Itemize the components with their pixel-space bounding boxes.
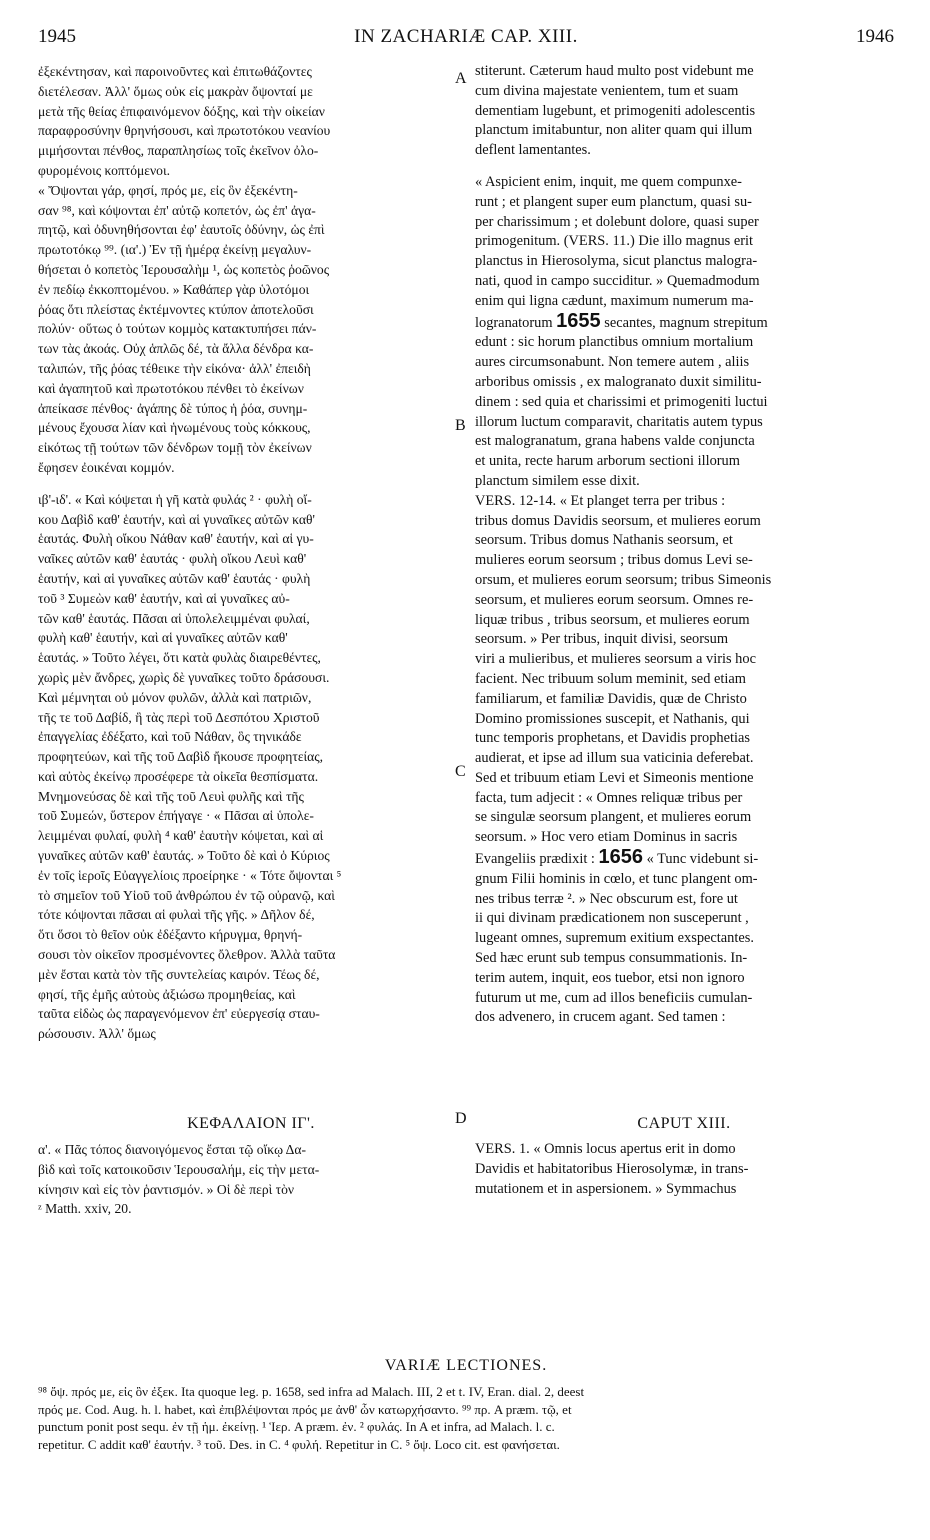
text-line: Evangeliis prædixit : 1656 « Tunc videbunt si-	[475, 848, 759, 869]
text-line: τὸ σημεῖον τοῦ Υἱοῦ τοῦ ἀνθρώπου ἐν τῷ οὐρανῷ, καὶ	[38, 887, 335, 903]
text-line: φησί, τῆς ἐμῆς αὐτοὺς ἀξιώσω προμηθείας, καὶ	[38, 986, 296, 1002]
text-line: nati, quod in campo succiditur. » Quemadmodum	[475, 272, 760, 289]
text-line: ῥόας ὅτι πλείστας ἐκτέμνοντες κτύπον ἀποτελοῦσι	[38, 301, 314, 317]
text-line: πητῷ, καὶ ὀδυνηθήσονται ἐφ' ἑαυτοῖς ὀδύνην, ὡς ἐπὶ	[38, 222, 325, 238]
text-line: dementiam lugebunt, et primogeniti adolescentis	[475, 102, 756, 119]
text-line: punctum ponit post sequ. ἐν τῇ ἡμ. ἐκείνῃ. ¹ Ἱερ. A præm. ἐν. ² φυλάς. In A et infra, ad Malach. l. c.	[38, 1419, 555, 1434]
text-line: βὶδ καὶ τοῖς κατοικοῦσιν Ἱερουσαλήμ, εἰς τὴν μετα-	[38, 1161, 320, 1177]
text-line: ὅτι ὅσοι τὸ θεῖον οὐκ ἐδέξαντο κήρυγμα, θρηνή-	[38, 927, 303, 943]
text-line: μὲν ἔσται κατὰ τὸν τῆς συντελείας καιρόν. Τέως δέ,	[38, 966, 320, 982]
text-line: est malogranatum, grana habens valde conjuncta	[475, 433, 755, 450]
text-line: facta, tum adjecit : « Omnes reliquæ tribus per	[475, 789, 743, 806]
text-line: repetitur. C addit καθ' ἑαυτήν. ³ τοῦ. Des. in C. ⁴ φυλή. Repetitur in C. ⁵ ὄψ. Loco cit. est φανήσεται.	[38, 1436, 560, 1452]
text-line: των τὰς ἀκοάς. Οὐχ ἁπλῶς δέ, τὰ ἄλλα δένδρα κα-	[38, 341, 314, 357]
text-line: καὶ ἀγαπητοῦ καὶ πρωτοτόκου πένθει τὸ ἐκείνων	[38, 380, 304, 396]
text-line: logranatorum 1655 secantes, magnum strepitum	[475, 311, 768, 332]
text-line: et unita, recte harum arborum sectioni illorum	[475, 453, 740, 470]
text-line: primogenitum. (VERS. 11.) Die illo magnus erit	[475, 233, 754, 250]
text-line: σαν ⁹⁸, καὶ κόψονται ἐπ' αὐτῷ κοπετόν, ὡς ἐπ' ἀγα-	[38, 202, 316, 218]
text-line: futurum ut me, cum ad illos beneficiis cumulan-	[475, 989, 753, 1006]
text-line: tunc temporis prophetans, et Davidis prophetias	[475, 730, 750, 747]
page-number-left: 1945	[38, 26, 76, 47]
text-line: dos advenero, in crucem agant. Sed tamen :	[475, 1009, 726, 1026]
text-line: ταλιπών, τῆς ῥόας τέθεικε τὴν εἰκόνα· ἀλλ' ἐπειδὴ	[38, 360, 311, 376]
text-line: Davidis et habitatoribus Hierosolymæ, in trans-	[475, 1160, 749, 1177]
text-line: φυλὴ καθ' ἑαυτήν, καὶ αἱ γυναῖκες αὐτῶν καθ'	[38, 630, 288, 646]
text-line: ἐξεκέντησαν, καὶ παροινοῦντες καὶ ἐπιτωθάζοντες	[38, 64, 312, 79]
text-line: seorsum. Tribus domus Nathanis seorsum, et	[475, 532, 733, 549]
text-line: planctum imitabuntur, non aliter quam qui illum	[475, 122, 753, 139]
text-line: παραφροσύνην θρηνήσουσι, καὶ πρωτοτόκου νεανίου	[38, 123, 331, 139]
text-line: planctus in Hierosolyma, sicut planctus malogra-	[475, 253, 758, 270]
text-line: tribus domus Davidis seorsum, et mulieres eorum	[475, 512, 761, 529]
text-line: τῆς τε τοῦ Δαβίδ, ἣ τὰς περὶ τοῦ Δεσπότου Χριστοῦ	[38, 709, 320, 725]
text-line: lugeant omnes, supremum exitium exspectantes.	[475, 930, 754, 947]
text-line: μιμήσονται πένθος, παραπλησίως τοῖς ἐκεῖνον ὀλο-	[38, 143, 319, 159]
text-line: Μνημονεύσας δὲ καὶ τῆς τοῦ Λευὶ φυλῆς καὶ τῆς	[38, 788, 304, 804]
chapter-heading-greek: ΚΕΦΑΛΑΙΟΝ ΙΓ'.	[187, 1115, 315, 1132]
text-line: seorsum, et mulieres eorum seorsum. Omnes re-	[475, 591, 754, 608]
paragraph-gap	[38, 478, 464, 490]
text-line: VERS. 1. « Omnis locus apertus erit in domo	[475, 1141, 736, 1157]
variae-lectiones-heading: VARIÆ LECTIONES.	[384, 1357, 548, 1374]
text-line: σουσι τὸν οἰκεῖον προσμένοντες ὄλεθρον. Ἀλλὰ ταῦτα	[38, 947, 336, 963]
column-number: 1656	[598, 848, 644, 869]
text-line: τοῦ ³ Συμεὼν καθ' ἑαυτήν, καὶ αἱ γυναῖκες αὐ-	[38, 590, 290, 606]
variae-lectiones-notes	[38, 1383, 894, 1453]
text-line: ταῦτα εἰδὼς ὡς παραγενόμενον ἐπ' εὐεργεσίᾳ σταυ-	[38, 1006, 320, 1022]
text-line: per charissimum ; et dolebunt dolore, quasi super	[475, 213, 759, 230]
margin-marker-c: C	[455, 763, 466, 780]
text-line: mutationem et in aspersionem. » Symmachus	[475, 1180, 737, 1197]
margin-marker-d: D	[455, 1110, 467, 1127]
text-line: ᶻ Matth. xxiv, 20.	[38, 1201, 132, 1217]
text-line: γυναῖκες αὐτῶν καθ' ἑαυτάς. » Τοῦτο δὲ καὶ ὁ Κύριος	[38, 848, 330, 864]
text-line: enim qui ligna cædunt, maximum numerum ma-	[475, 292, 754, 309]
text-line: ἑαυτήν, καὶ αἱ γυναῖκες αὐτῶν καθ' ἑαυτάς · φυλὴ	[38, 570, 311, 586]
text-line: facient. Nec tribuum solum meminit, sed etiam	[475, 670, 746, 687]
text-line: πρωτοτόκῳ ⁹⁹. (ια'.) Ἐν τῇ ἡμέρᾳ ἐκείνῃ μεγαλυν-	[38, 242, 312, 258]
paragraph-gap	[475, 161, 893, 173]
text-line: ⁹⁸ ὄψ. πρός με, εἰς ὃν ἐξεκ. Ita quoque leg. p. 1658, sed infra ad Malach. III, 2 et t. IV, Eran. dial. 2, deest	[38, 1384, 585, 1399]
margin-marker-a: A	[455, 70, 467, 87]
text-line: deflent lamentantes.	[475, 142, 591, 159]
text-line: Καὶ μέμνηται οὐ μόνον φυλῶν, ἀλλὰ καὶ πατριῶν,	[38, 689, 312, 705]
text-line: ii qui divinam prædicationem non susceperunt ,	[475, 910, 749, 927]
text-line: φυρομένοις κοπτόμενοι.	[38, 162, 171, 178]
text-line: stiterunt. Cæterum haud multo post videbunt me	[475, 63, 754, 79]
text-line: Sed et tribuum etiam Levi et Simeonis mentione	[475, 769, 754, 786]
text-line: ρώσουσιν. Ἀλλ' ὅμως	[38, 1026, 156, 1042]
text-line: τοῦ Συμεών, ὕστερον ἐπήγαγε · « Πᾶσαι αἱ ὑπολε-	[38, 808, 314, 824]
text-line: familiarum, et familiæ Davidis, quæ de Christo	[475, 690, 747, 707]
greek-column	[38, 62, 464, 1092]
text-line: illorum luctum comparavit, charitatis autem typus	[475, 413, 763, 430]
text-line: προφητεύων, καὶ τῆς τοῦ Δαβὶδ ἤκουσε προφητείας,	[38, 749, 324, 765]
column-number: 1655	[556, 311, 601, 332]
text-line: τότε κόψονται πᾶσαι αἱ φυλαὶ τῆς γῆς. » Δῆλον δέ,	[38, 907, 315, 923]
text-line: « Aspicient enim, inquit, me quem compunxe-	[475, 173, 742, 190]
chapter-heading-latin: CAPUT XIII.	[637, 1115, 731, 1132]
text-line: viri a mulieribus, et mulieres seorsum a viris hoc	[475, 651, 756, 668]
page-header	[38, 22, 894, 52]
text-line: audierat, et ipse ad illum sua vaticinia deferebat.	[475, 750, 754, 767]
text-line: VERS. 12-14. « Et planget terra per tribus :	[475, 492, 726, 509]
text-line: κίνησιν καὶ εἰς τὸν ῥαντισμόν. » Οἱ δὲ περὶ τὸν	[38, 1181, 295, 1197]
text-line: runt ; et plangent super eum planctum, quasi su-	[475, 193, 752, 210]
text-line: διετέλεσαν. Ἀλλ' ὅμως οὐκ εἰς μακρὰν ὄψονταί με	[38, 83, 313, 99]
text-line: κου Δαβὶδ καθ' ἑαυτήν, καὶ αἱ γυναῖκες αὐτῶν καθ'	[38, 511, 315, 527]
text-line: α'. « Πᾶς τόπος διανοιγόμενος ἔσται τῷ οἴκῳ Δα-	[38, 1142, 307, 1157]
margin-marker-b: B	[455, 417, 466, 434]
text-line: aures circumsonabunt. Non temere autem , aliis	[475, 354, 750, 371]
text-line: terim autem, inquit, eos tuebor, etsi non ignoro	[475, 969, 745, 986]
text-line: μένους ἔχουσα λίαν καὶ ἡνωμένους τοὺς κόκκους,	[38, 420, 311, 436]
text-line: arboribus omissis , ex malogranato duxit similitu-	[475, 373, 762, 390]
text-line: ἐπαγγελίας ἐδέξατο, καὶ τοῦ Νάθαν, ὃς τηνικάδε	[38, 729, 302, 745]
text-line: seorsum. » Hoc vero etiam Dominus in sacris	[475, 829, 738, 846]
text-line: ναῖκες αὐτῶν καθ' ἑαυτάς · φυλὴ οἴκου Λευὶ καθ'	[38, 551, 307, 567]
text-line: ἀπείκασε πένθος· ἀγάπης δὲ τύπος ἡ ῥόα, συνημ-	[38, 400, 308, 416]
text-line: ἔφησεν ἐοικέναι κομμόν.	[38, 459, 175, 475]
text-line: λειμμέναι φυλαί, φυλὴ ⁴ καθ' ἑαυτὴν κόψεται, καὶ αἱ	[38, 828, 324, 844]
text-line: orsum, et mulieres eorum seorsum; tribus Simeonis	[475, 571, 772, 588]
latin-chapter-text	[475, 1140, 893, 1199]
text-line: dinem : sed quia et charissimi et primogeniti luctui	[475, 393, 768, 410]
text-line: gnum Filii hominis in cœlo, et tunc plangent om-	[475, 870, 758, 887]
text-line: planctum similem esse dixit.	[475, 472, 640, 489]
greek-chapter-text	[38, 1140, 464, 1219]
text-line: seorsum. » Per tribus, inquit divisi, seorsum	[475, 631, 729, 648]
text-line: καὶ αὐτὸς ἐκείνῳ προσέφερε τὰ οἰκεῖα θεσπίσματα.	[38, 768, 319, 784]
running-title: IN ZACHARIÆ CAP. XIII.	[354, 26, 578, 47]
text-line: ἐν πεδίῳ ἐκκοπτομένου. » Καθάπερ γὰρ ὑλοτόμοι	[38, 281, 310, 297]
text-line: τῶν καθ' ἑαυτάς. Πᾶσαι αἱ ὑπολελειμμέναι φυλαί,	[38, 610, 310, 626]
latin-column	[475, 62, 893, 1092]
text-line: πρός με. Cod. Aug. h. l. habet, καὶ ἐπιβλέψονται πρός με ἀνθ' ὧν κατωρχήσαντο. ⁹⁹ πρ. A præm. τῷ, et	[38, 1401, 572, 1417]
text-line: se singulæ seorsum plangent, et mulieres eorum	[475, 809, 752, 826]
text-line: Sed hæc erunt sub tempus consummationis. In-	[475, 950, 748, 967]
text-line: Domino promissiones suscepit, et Nathanis, qui	[475, 710, 750, 727]
text-line: χωρὶς μὲν ἄνδρες, χωρὶς δὲ γυναῖκες τοῦτο δράσουσι.	[38, 669, 330, 685]
text-line: μετὰ τῆς θείας ἐπιφαινόμενον δόξης, καὶ τὴν οἰκείαν	[38, 103, 325, 119]
text-line: edunt : sic horum planctibus omnium mortalium	[475, 334, 754, 351]
text-line: nes tribus terræ ². » Nec obscurum est, fore ut	[475, 890, 738, 907]
text-line: ιβ'-ιδ'. « Καὶ κόψεται ἡ γῆ κατὰ φυλάς ² · φυλὴ οἴ-	[38, 491, 312, 507]
page-number-right: 1946	[856, 26, 894, 47]
text-line: ἑαυτάς. » Τοῦτο λέγει, ὅτι κατὰ φυλὰς διαιρεθέντες,	[38, 650, 321, 666]
text-line: εἰκότως τῇ τούτων τῶν δένδρων τομῇ τὸν ἐκείνων	[38, 440, 312, 456]
text-line: πολύν· οὕτως ὁ τούτων κομμὸς κατακτυπήσει πάν-	[38, 321, 317, 337]
text-line: mulieres eorum seorsum ; tribus domus Levi se-	[475, 552, 753, 569]
text-line: cum divina majestate venientem, tum et suam	[475, 82, 739, 99]
text-line: ἐν τοῖς ἱεροῖς Εὐαγγελίοις προείρηκε · « Τότε ὄψονται ⁵	[38, 867, 342, 883]
text-line: ἑαυτάς. Φυλὴ οἴκου Νάθαν καθ' ἑαυτήν, καὶ αἱ γυ-	[38, 531, 314, 547]
text-line: θήσεται ὁ κοπετὸς Ἱερουσαλὴμ ¹, ὡς κοπετὸς ῥοῶνος	[38, 261, 330, 277]
text-line: « Ὄψονται γάρ, φησί, πρός με, εἰς ὃν ἐξεκέντη-	[38, 182, 298, 198]
text-line: liquæ tribus , tribus seorsum, et mulieres eorum	[475, 611, 750, 628]
